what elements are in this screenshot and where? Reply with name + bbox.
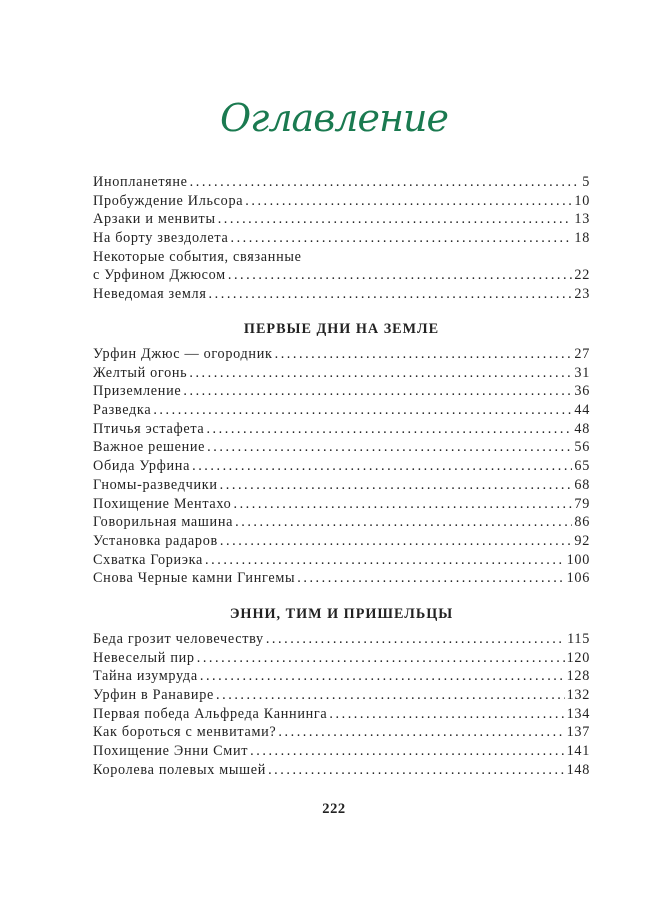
entry-title: Снова Черные камни Гингемы (93, 570, 296, 587)
entry-page: 106 (566, 570, 590, 587)
entry-title: Установка радаров (93, 532, 218, 549)
toc-entry (93, 724, 590, 743)
entry-page: 115 (567, 631, 590, 647)
toc-section-first-days (93, 346, 590, 589)
entry-title: Некоторые события, связанные (93, 248, 302, 265)
toc-entry (93, 514, 590, 533)
entry-title: Тайна изумруда (93, 668, 198, 685)
entry-title: Как бороться с менвитами? (93, 724, 277, 741)
toc-entry (93, 570, 590, 589)
entry-title: На борту звездолета (93, 230, 229, 247)
dot-leader (216, 687, 565, 704)
dot-leader (189, 365, 572, 382)
entry-title: Похищение Энни Смит (93, 743, 249, 760)
toc-entry (93, 439, 590, 458)
page-number: 222 (322, 801, 346, 817)
entry-page: 100 (566, 551, 590, 568)
dot-leader (153, 402, 572, 419)
dot-leader (268, 762, 565, 779)
dot-leader (192, 458, 572, 475)
entry-title: Первая победа Альфреда Каннинга (93, 705, 328, 722)
entry-title: Гномы-разведчики (93, 476, 218, 493)
toc-entry (93, 249, 590, 268)
entry-title: Желтый огонь (93, 364, 188, 381)
entry-page: 137 (566, 724, 590, 741)
section-heading: ПЕРВЫЕ ДНИ НА ЗЕМЛЕ (243, 321, 440, 337)
entry-title: Схватка Гориэка (93, 551, 204, 568)
toc-entry (93, 762, 590, 781)
toc-entry (93, 193, 590, 212)
dot-leader (207, 439, 572, 456)
entry-page: 13 (574, 211, 590, 228)
toc-entry (93, 402, 590, 421)
entry-title: Королева полевых мышей (93, 761, 267, 778)
dot-leader (206, 421, 572, 438)
entry-page: 148 (566, 761, 590, 778)
entry-page: 48 (574, 420, 590, 437)
entry-page: 18 (574, 230, 590, 247)
dot-leader (197, 650, 565, 667)
entry-title: с Урфином Джюсом (93, 267, 226, 284)
entry-page: 92 (574, 532, 590, 549)
toc-entry (93, 631, 590, 650)
entry-title: Инопланетяне (93, 174, 188, 190)
entry-title: Приземление (93, 383, 182, 400)
entry-page: 27 (574, 346, 590, 362)
toc-entry (93, 383, 590, 402)
dot-leader (218, 211, 573, 228)
toc-entry (93, 267, 590, 286)
entry-title: Важное решение (93, 439, 206, 456)
dot-leader (233, 496, 572, 513)
toc-entry (93, 706, 590, 725)
dot-leader (190, 174, 581, 191)
entry-page: 5 (582, 174, 590, 190)
entry-title: Пробуждение Ильсора (93, 192, 244, 209)
entry-page: 56 (574, 439, 590, 456)
entry-title: Неведомая земля (93, 286, 207, 303)
toc-entry (93, 552, 590, 571)
dot-leader (209, 286, 573, 303)
dot-leader (200, 668, 565, 685)
entry-title: Похищение Ментахо (93, 495, 232, 512)
dot-leader (235, 514, 572, 531)
toc-entry (93, 421, 590, 440)
entry-page: 79 (574, 495, 590, 512)
entry-title: Беда грозит человечеству (93, 631, 264, 647)
toc-entry (93, 230, 590, 249)
toc-entry (93, 668, 590, 687)
entry-page: 68 (574, 476, 590, 493)
toc-entry (93, 211, 590, 230)
entry-page: 120 (566, 649, 590, 666)
toc-entry (93, 458, 590, 477)
dot-leader (275, 346, 573, 363)
page-title: Оглавление (219, 96, 448, 140)
section-heading: ЭННИ, ТИМ И ПРИШЕЛЬЦЫ (229, 606, 454, 622)
toc-entry (93, 365, 590, 384)
entry-page: 36 (574, 383, 590, 400)
toc-entry (93, 496, 590, 515)
entry-title: Урфин в Ранавире (93, 687, 215, 704)
dot-leader (250, 743, 564, 760)
toc-entry (93, 174, 590, 193)
dot-leader (230, 230, 572, 247)
toc-entry (93, 650, 590, 669)
toc-section-intro (93, 174, 590, 305)
entry-page: 44 (574, 402, 590, 419)
dot-leader (278, 724, 564, 741)
dot-leader (329, 706, 564, 723)
dot-leader (220, 477, 573, 494)
entry-page: 22 (574, 267, 590, 284)
dot-leader (183, 383, 572, 400)
dot-leader (228, 267, 573, 284)
toc-entry (93, 533, 590, 552)
dot-leader (297, 570, 564, 587)
dot-leader (205, 552, 565, 569)
entry-page: 134 (566, 705, 590, 722)
entry-page: 31 (574, 364, 590, 381)
toc-entry (93, 687, 590, 706)
entry-page: 141 (566, 743, 590, 760)
entry-page: 128 (566, 668, 590, 685)
entry-title: Разведка (93, 402, 152, 419)
toc-entry (93, 477, 590, 496)
entry-page: 65 (574, 458, 590, 475)
toc-entry (93, 743, 590, 762)
dot-leader (266, 631, 565, 648)
entry-page: 132 (566, 687, 590, 704)
toc-entry (93, 346, 590, 365)
entry-title: Птичья эстафета (93, 420, 205, 437)
toc-section-annie-tim (93, 631, 590, 781)
entry-page: 86 (574, 514, 590, 531)
entry-page: 10 (574, 192, 590, 209)
entry-title: Говорильная машина (93, 514, 234, 531)
toc-entry (93, 286, 590, 305)
entry-page: 23 (574, 286, 590, 303)
entry-title: Урфин Джюс — огородник (93, 346, 273, 362)
entry-title: Арзаки и менвиты (93, 211, 216, 228)
dot-leader (245, 193, 572, 210)
entry-title: Невеселый пир (93, 649, 195, 666)
entry-title: Обида Урфина (93, 458, 191, 475)
dot-leader (220, 533, 572, 550)
